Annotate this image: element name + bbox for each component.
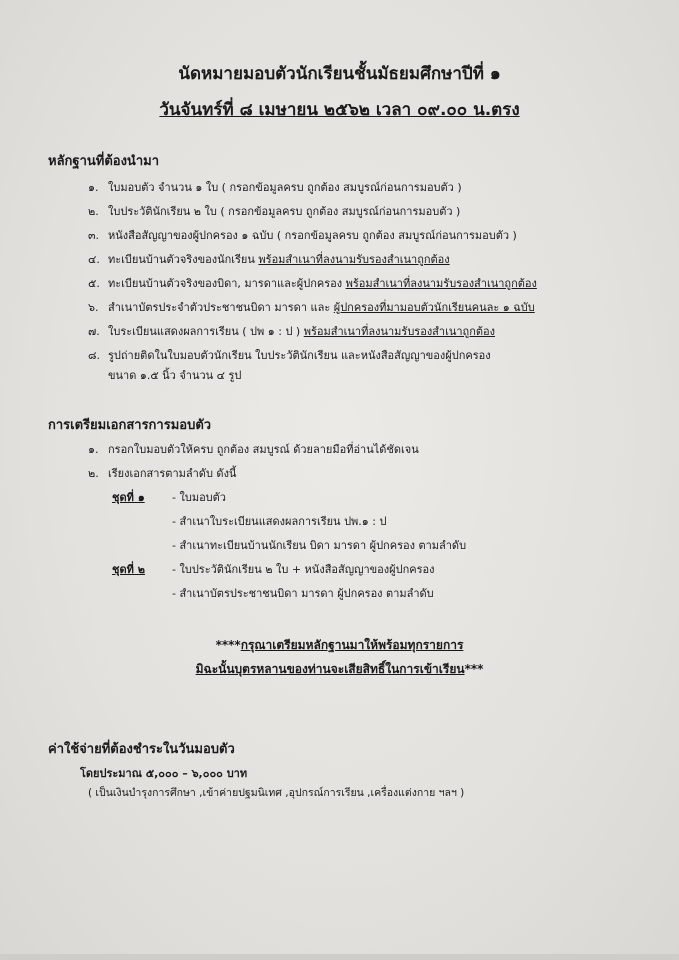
page-title: นัดหมายมอบตัวนักเรียนชั้นมัธยมศึกษาปีที่ ๑	[178, 64, 501, 84]
item-number: ๖.	[88, 301, 99, 314]
item-text: ทะเบียนบ้านตัวจริงของนักเรียน	[108, 253, 259, 266]
item-number: ๑.	[88, 443, 99, 456]
evidence-heading: หลักฐานที่ต้องนำมา	[48, 154, 159, 169]
evidence-item	[88, 298, 535, 316]
evidence-item	[88, 346, 491, 364]
item-number: ๔.	[88, 253, 100, 266]
item-note: ผู้ปกครองที่มามอบตัวนักเรียนคนละ ๑ ฉบับ	[333, 301, 535, 314]
item-text: สำเนาบัตรประจำตัวประชาชนบิดา มารดา และ	[108, 301, 334, 314]
item-number: ๗.	[88, 325, 100, 338]
evidence-item	[88, 250, 450, 268]
set-2-label: ชุดที่ ๒	[112, 563, 145, 576]
item-text: ใบระเบียนแสดงผลการเรียน ( ปพ ๑ : ป )	[108, 325, 304, 338]
item-text: เรียงเอกสารตามลำดับ ดังนี้	[108, 467, 237, 480]
warning-text: มิฉะนั้นบุตรหลานของท่านจะเสียสิทธิ์ในการเข้าเรียน	[195, 662, 465, 676]
item-note: พร้อมสำเนาที่ลงนามรับรองสำเนาถูกต้อง	[345, 277, 537, 290]
set-item: - ใบมอบตัว	[172, 491, 226, 504]
set-1-label: ชุดที่ ๑	[112, 491, 145, 504]
item-text: หนังสือสัญญาของผู้ปกครอง ๑ ฉบับ ( กรอกข้อมูลครบ ถูกต้อง สมบูรณ์ก่อนการมอบตัว )	[108, 229, 517, 242]
cost-detail: ( เป็นเงินบำรุงการศึกษา ,เข้าค่ายปฐมนิเทศ ,อุปกรณ์การเรียน ,เครื่องแต่งกาย ฯลฯ )	[88, 787, 465, 799]
evidence-item	[88, 226, 517, 244]
page-subtitle	[0, 96, 679, 123]
set-item: - สำเนาบัตรประชาชนบิดา มารดา ผู้ปกครอง ตามลำดับ	[172, 587, 434, 600]
item-note: พร้อมสำเนาที่ลงนามรับรองสำเนาถูกต้อง	[258, 253, 450, 266]
item-text: กรอกใบมอบตัวให้ครบ ถูกต้อง สมบูรณ์ ด้วยลายมือที่อ่านได้ชัดเจน	[108, 443, 419, 456]
item-text: ใบมอบตัว จำนวน ๑ ใบ ( กรอกข้อมูลครบ ถูกต้อง สมบูรณ์ก่อนการมอบตัว )	[108, 181, 462, 194]
set-1-row	[112, 488, 226, 506]
item-number: ๕.	[88, 277, 100, 290]
warning-line-1	[0, 636, 679, 655]
warning-line-2	[0, 660, 679, 679]
cost-heading: ค่าใช้จ่ายที่ต้องชำระในวันมอบตัว	[48, 742, 235, 757]
cost-amount: โดยประมาณ ๕,๐๐๐ – ๖,๐๐๐ บาท	[80, 767, 248, 780]
prepare-item	[88, 464, 236, 482]
evidence-item	[88, 274, 537, 292]
warning-text: กรุณาเตรียมหลักฐานมาให้พร้อมทุกรายการ	[240, 638, 464, 652]
item-number: ๘.	[88, 349, 100, 362]
item-number: ๒.	[88, 205, 99, 218]
item-note: พร้อมสำเนาที่ลงนามรับรองสำเนาถูกต้อง	[303, 325, 495, 338]
prepare-heading: การเตรียมเอกสารการมอบตัว	[48, 418, 212, 433]
warning-stars: ***	[464, 662, 484, 676]
item-number: ๓.	[88, 229, 100, 242]
set-item: - สำเนาทะเบียนบ้านนักเรียน บิดา มารดา ผู้ปกครอง ตามลำดับ	[172, 539, 467, 552]
item-text: ใบประวัตินักเรียน ๒ ใบ ( กรอกข้อมูลครบ ถูกต้อง สมบูรณ์ก่อนการมอบตัว )	[108, 205, 461, 218]
set-item: - ใบประวัตินักเรียน ๒ ใบ + หนังสือสัญญาของผู้ปกครอง	[172, 563, 435, 576]
evidence-item	[88, 202, 460, 220]
item-number: ๑.	[88, 181, 99, 194]
item-text: รูปถ่ายติดในใบมอบตัวนักเรียน ใบประวัตินักเรียน และหนังสือสัญญาของผู้ปกครอง	[108, 349, 491, 362]
evidence-item	[88, 322, 495, 340]
prepare-item	[88, 440, 419, 458]
evidence-item	[88, 178, 462, 196]
set-item: - สำเนาใบระเบียนแสดงผลการเรียน ปพ.๑ : ป	[172, 515, 387, 528]
evidence-item-continuation: ขนาด ๑.๕ นิ้ว จำนวน ๔ รูป	[108, 369, 242, 382]
warning-stars: ****	[215, 638, 241, 652]
set-2-row	[112, 560, 435, 578]
item-number: ๒.	[88, 467, 99, 480]
date-time-text: วันจันทร์ที่ ๘ เมษายน ๒๕๖๒ เวลา ๐๙.๐๐ น.ตรง	[159, 100, 520, 120]
item-text: ทะเบียนบ้านตัวจริงของบิดา, มารดาและผู้ปกครอง	[108, 277, 346, 290]
